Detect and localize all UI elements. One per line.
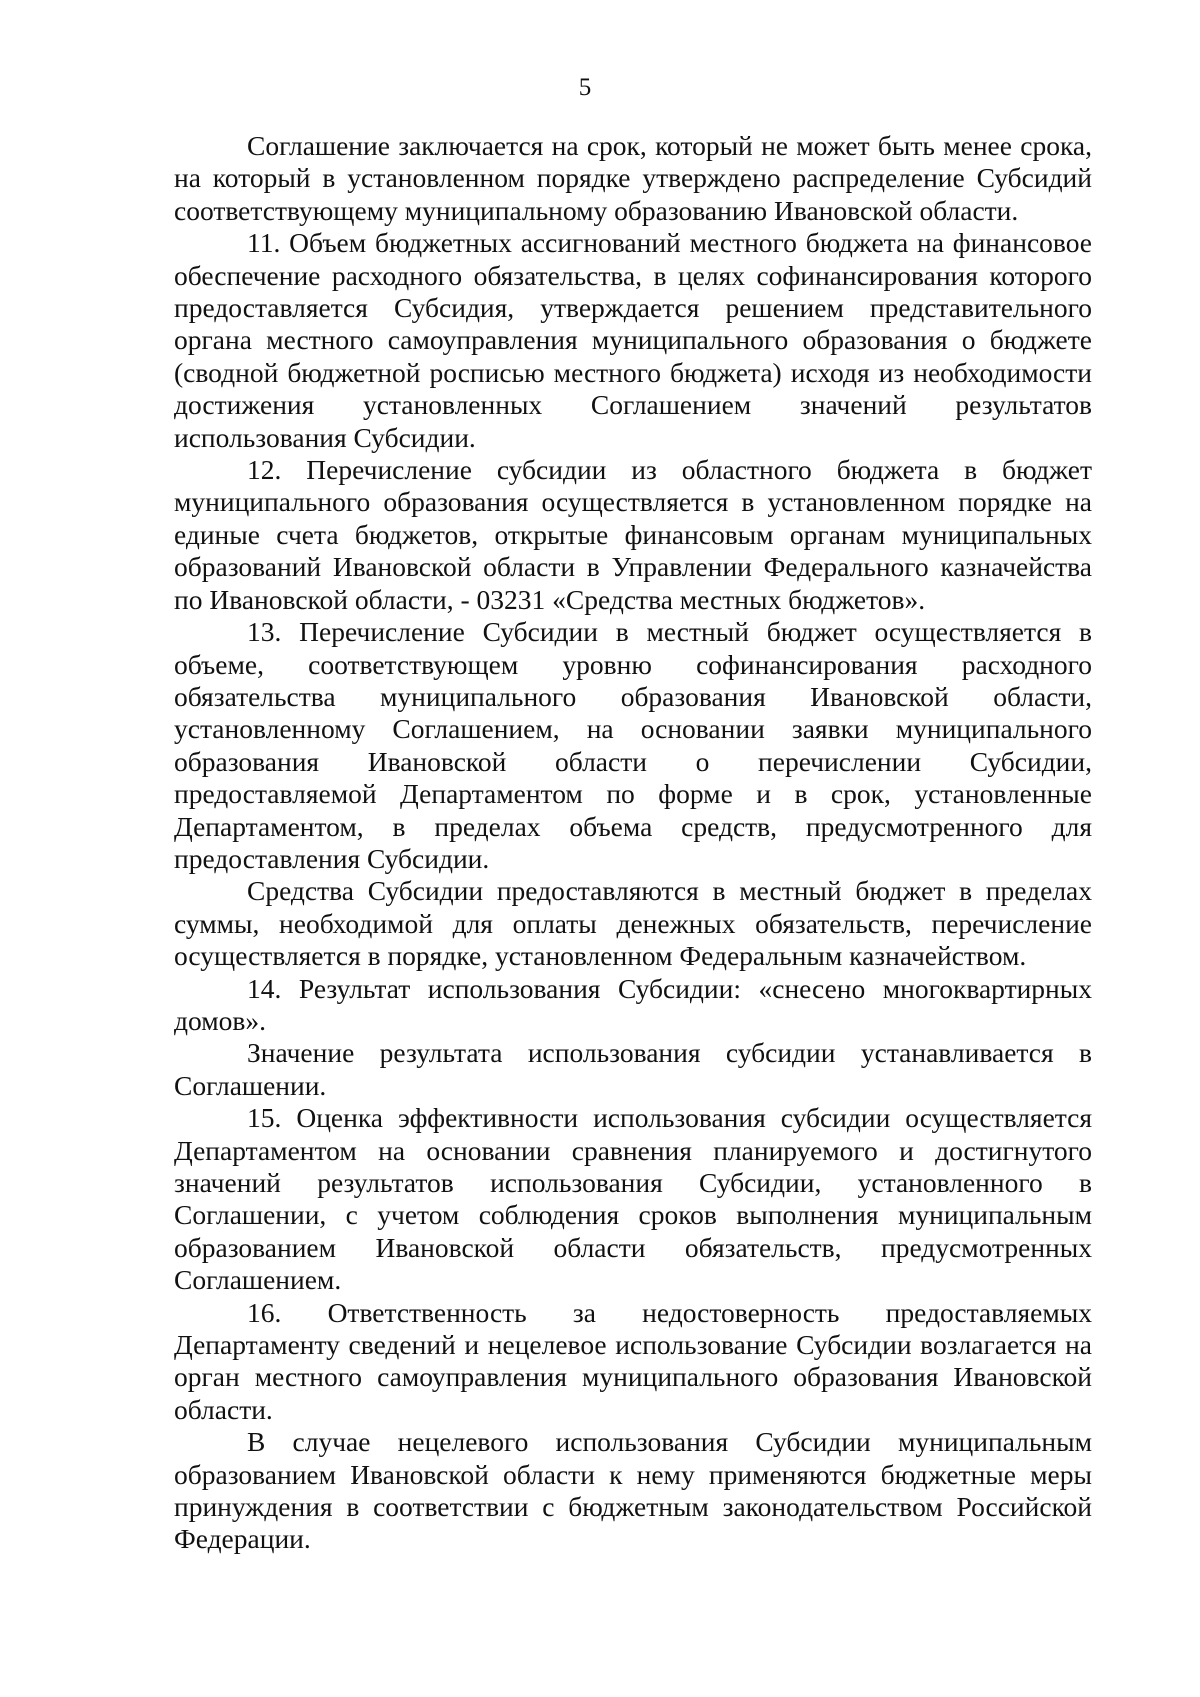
paragraph-subsidy-funds: Средства Субсидии предоставляются в местный бюджет в пределах суммы, необходимой для оплаты денежных обязательств, перечисление осуществляется в порядке, установленном Федеральным казначейством. xyxy=(174,875,1092,972)
paragraph-result-value: Значение результата использования субсидии устанавливается в Соглашении. xyxy=(174,1037,1092,1101)
paragraph-misuse-measures: В случае нецелевого использования Субсидии муниципальным образованием Ивановской области к нему применяются бюджетные меры принуждения в соответствии с бюджетным законодательством Российской Федерации. xyxy=(174,1426,1092,1555)
page-number: 5 xyxy=(578,74,592,101)
paragraph-16-responsibility: 16. Ответственность за недостоверность предоставляемых Департаменту сведений и нецелевое использование Субсидии возлагается на орган местного самоуправления муниципального образования Ивановской области. xyxy=(174,1296,1092,1425)
paragraph-15-efficiency-evaluation: 15. Оценка эффективности использования субсидии осуществляется Департаментом на основании сравнения планируемого и достигнутого значений результатов использования Субсидии, установленного в Соглашении, с учетом соблюдения сроков выполнения муниципальным образованием Ивановской области обязательств, предусмотренных Соглашением. xyxy=(174,1102,1092,1296)
paragraph-11-budget-allocations: 11. Объем бюджетных ассигнований местного бюджета на финансовое обеспечение расходного обязательства, в целях софинансирования которого предоставляется Субсидия, утверждается решением представительного органа местного самоуправления муниципального образования о бюджете (сводной бюджетной росписью местного бюджета) исходя из необходимости достижения установленных Соглашением значений результатов использования Субсидии. xyxy=(174,227,1092,453)
document-body xyxy=(174,130,1092,1556)
paragraph-12-transfer-of-subsidy: 12. Перечисление субсидии из областного бюджета в бюджет муниципального образования осуществляется в установленном порядке на единые счета бюджетов, открытые финансовым органам муниципальных образований Ивановской области в Управлении Федерального казначейства по Ивановской области, - 03231 «Средства местных бюджетов». xyxy=(174,454,1092,615)
paragraph-14-result-of-use: 14. Результат использования Субсидии: «снесено многоквартирных домов». xyxy=(174,972,1092,1036)
paragraph-agreement-term: Соглашение заключается на срок, который не может быть менее срока, на который в установленном порядке утверждено распределение Субсидий соответствующему муниципальному образованию Ивановской области. xyxy=(174,130,1092,226)
paragraph-13-transfer-to-local-budget: 13. Перечисление Субсидии в местный бюджет осуществляется в объеме, соответствующем уровню софинансирования расходного обязательства муниципального образования Ивановской области, установленному Соглашением, на основании заявки муниципального образования Ивановской области о перечислении Субсидии, предоставляемой Департаментом по форме и в срок, установленные Департаментом, в пределах объема средств, предусмотренного для предоставления Субсидии. xyxy=(174,616,1092,874)
